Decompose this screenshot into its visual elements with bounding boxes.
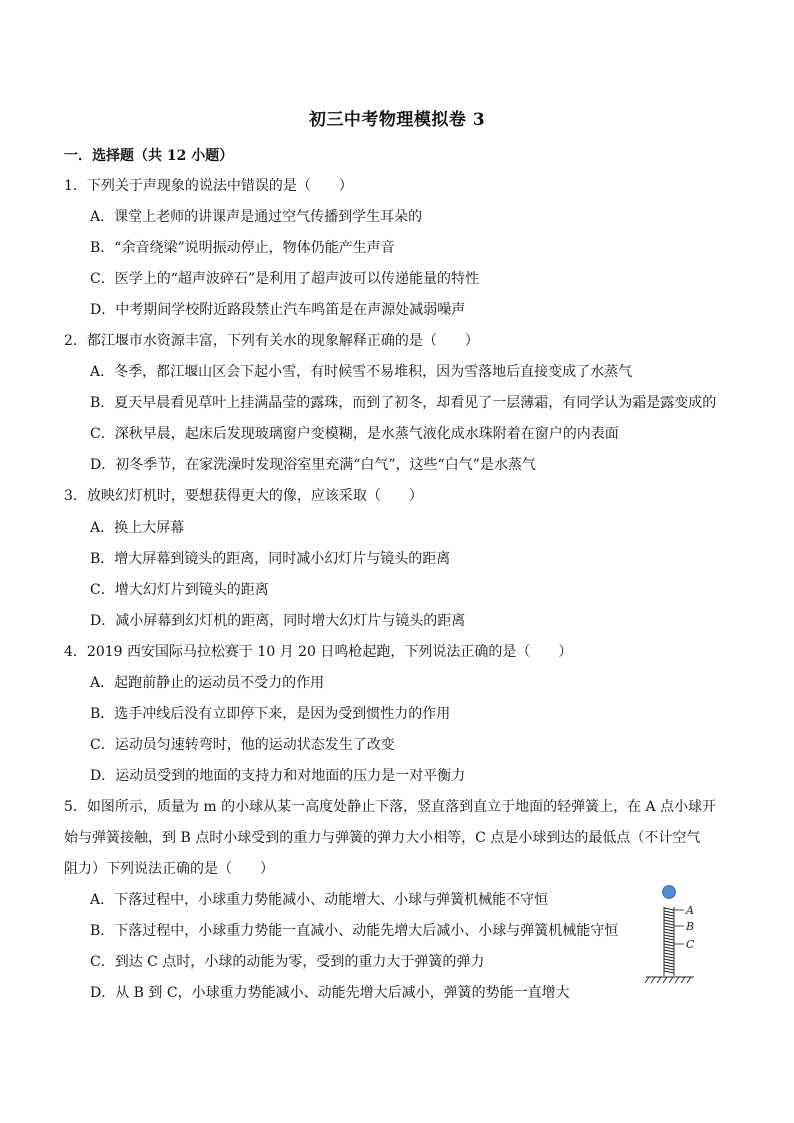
question-1-option-a: A．课堂上老师的讲课声是通过空气传播到学生耳朵的 xyxy=(90,209,423,225)
ball xyxy=(663,886,676,899)
question-2-option-b: B．夏天早晨看见草叶上挂满晶莹的露珠，而到了初冬，却看见了一层薄霜，有同学认为霜是露变成的 xyxy=(90,395,717,411)
label-b: B xyxy=(686,920,695,933)
page-title: 初三中考物理模拟卷 3 xyxy=(308,110,486,130)
question-4-stem: 4．2019 西安国际马拉松赛于 10 月 20 日鸣枪起跑，下列说法正确的是（ ） xyxy=(64,644,573,660)
question-3-option-b: B．增大屏幕到镜头的距离，同时减小幻灯片与镜头的距离 xyxy=(90,551,451,567)
question-1-option-d: D．中考期间学校附近路段禁止汽车鸣笛是在声源处减弱噪声 xyxy=(90,302,466,318)
question-4-option-a: A．起跑前静止的运动员不受力的作用 xyxy=(90,675,325,691)
question-5-option-b: B．下落过程中，小球重力势能一直减小、动能先增大后减小、小球与弹簧机械能守恒 xyxy=(90,923,619,939)
question-5-option-a: A．下落过程中，小球重力势能减小、动能增大、小球与弹簧机械能不守恒 xyxy=(90,892,549,908)
question-5-option-c: C．到达 C 点时，小球的动能为零，受到的重力大于弹簧的弹力 xyxy=(90,954,485,970)
question-4-option-b: B．选手冲线后没有立即停下来，是因为受到惯性力的作用 xyxy=(90,706,451,722)
question-5-stem-line-3: 阻力）下列说法正确的是（ ） xyxy=(64,861,274,877)
question-4-option-c: C．运动员匀速转弯时，他的运动状态发生了改变 xyxy=(90,737,395,753)
marker-ticks xyxy=(674,910,684,944)
question-1-option-b: B．“余音绕梁”说明振动停止，物体仍能产生声音 xyxy=(90,240,395,256)
label-a: A xyxy=(686,904,694,917)
question-3-option-a: A．换上大屏幕 xyxy=(90,520,185,536)
question-5-stem-line-2: 始与弹簧接触，到 B 点时小球受到的重力与弹簧的弹力大小相等，C 点是小球到达的最低点（不计空气 xyxy=(64,830,701,846)
spring-ball-figure xyxy=(636,880,700,990)
question-2-option-d: D．初冬季节，在家洗澡时发现浴室里充满“白气”，这些“白气”是水蒸气 xyxy=(90,457,536,473)
question-2-option-a: A．冬季，都江堰山区会下起小雪，有时候雪不易堆积，因为雪落地后直接变成了水蒸气 xyxy=(90,364,633,380)
question-2-stem: 2．都江堰市水资源丰富，下列有关水的现象解释正确的是（ ） xyxy=(64,333,479,349)
label-c: C xyxy=(686,938,695,951)
question-1-stem: 1．下列关于声现象的说法中错误的是（ ） xyxy=(64,178,353,194)
ground xyxy=(645,977,694,983)
question-5-option-d: D．从 B 到 C，小球重力势能减小、动能先增大后减小，弹簧的势能一直增大 xyxy=(90,985,570,1001)
section-heading: 一．选择题（共 12 小题） xyxy=(64,148,234,164)
spring-coil xyxy=(664,907,674,976)
question-3-option-c: C．增大幻灯片到镜头的距离 xyxy=(90,582,269,598)
question-2-option-c: C．深秋早晨，起床后发现玻璃窗户变模糊，是水蒸气液化成水珠附着在窗户的内表面 xyxy=(90,426,619,442)
question-1-option-c: C．医学上的“超声波碎石”是利用了超声波可以传递能量的特性 xyxy=(90,271,480,287)
question-5-stem-line-1: 5．如图所示，质量为 m 的小球从某一高度处静止下落，竖直落到直立于地面的轻弹簧上，在 A 点小球开 xyxy=(64,799,717,815)
question-3-option-d: D．减小屏幕到幻灯机的距离，同时增大幻灯片与镜头的距离 xyxy=(90,613,466,629)
question-4-option-d: D．运动员受到的地面的支持力和对地面的压力是一对平衡力 xyxy=(90,768,466,784)
question-3-stem: 3．放映幻灯机时，要想获得更大的像，应该采取（ ） xyxy=(64,488,423,504)
